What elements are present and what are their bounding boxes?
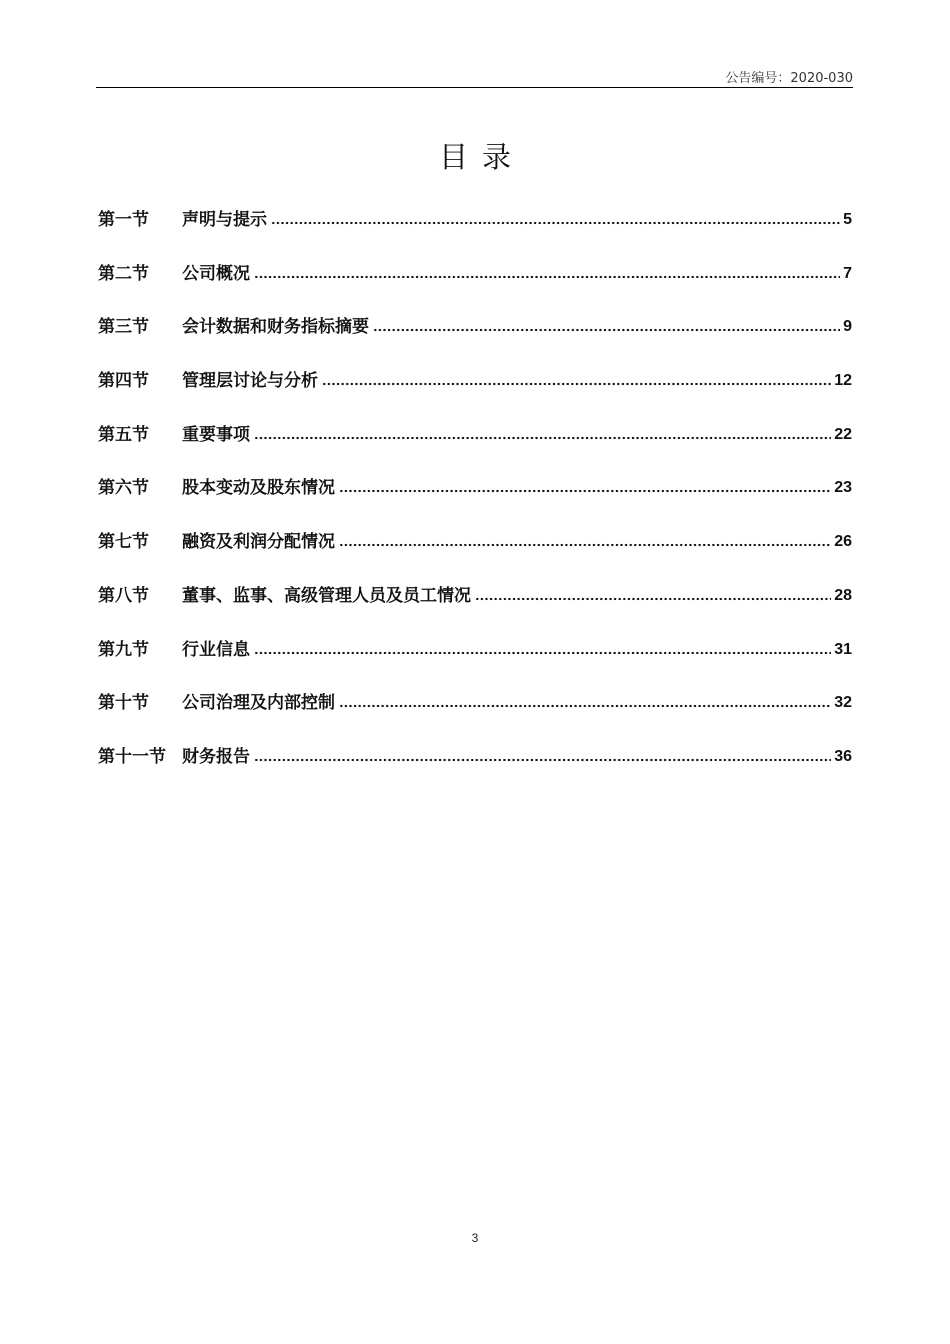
toc-title: 目录 xyxy=(438,140,525,174)
toc-chapter-label: 第一节 xyxy=(98,210,149,230)
toc-dot-leader xyxy=(339,529,831,547)
toc-page-number: 36 xyxy=(834,747,852,765)
toc-chapter-label: 第七节 xyxy=(98,532,149,553)
toc-entry[interactable] xyxy=(98,422,852,476)
toc-section-name: 公司概况 xyxy=(182,263,250,284)
toc-chapter-label: 第三节 xyxy=(98,317,149,338)
toc-dot-leader xyxy=(254,744,831,762)
toc-chapter-label: 第十节 xyxy=(98,693,149,714)
toc-page-number: 31 xyxy=(834,640,852,658)
toc-dot-leader xyxy=(475,583,831,601)
toc-section-name: 股本变动及股东情况 xyxy=(182,478,335,499)
toc-entry[interactable] xyxy=(98,637,852,691)
toc-chapter-label: 第九节 xyxy=(98,639,149,660)
toc-section-name: 董事、监事、高级管理人员及员工情况 xyxy=(182,585,471,606)
toc-entry[interactable] xyxy=(98,207,852,261)
toc-dot-leader xyxy=(254,637,831,655)
toc-page-number: 32 xyxy=(834,694,852,712)
toc-dot-leader xyxy=(322,368,831,386)
toc-section-name: 声明与提示 xyxy=(182,210,267,230)
toc-entry[interactable] xyxy=(98,744,852,798)
toc-page-number: 26 xyxy=(834,533,852,551)
toc-entry[interactable] xyxy=(98,475,852,529)
toc-entry[interactable] xyxy=(98,261,852,315)
toc-dot-leader xyxy=(373,314,840,332)
toc-dot-leader xyxy=(339,690,831,708)
toc-section-name: 重要事项 xyxy=(182,424,250,445)
toc-section-name: 财务报告 xyxy=(182,746,250,767)
toc-section-name: 会计数据和财务指标摘要 xyxy=(182,317,369,338)
announcement-number: 公告编号：2020-030 xyxy=(725,71,853,86)
toc-section-name: 公司治理及内部控制 xyxy=(182,693,335,714)
toc-entry[interactable] xyxy=(98,368,852,422)
page-number: 3 xyxy=(471,1231,479,1245)
toc-entry[interactable] xyxy=(98,529,852,583)
toc-page-number: 23 xyxy=(834,479,852,497)
toc-chapter-label: 第四节 xyxy=(98,371,149,392)
toc-entry[interactable] xyxy=(98,690,852,744)
toc-dot-leader xyxy=(271,207,840,225)
toc-section-name: 管理层讨论与分析 xyxy=(182,371,318,392)
toc-chapter-label: 第十一节 xyxy=(98,746,166,767)
toc-chapter-label: 第八节 xyxy=(98,585,149,606)
page-header xyxy=(96,66,853,88)
toc-page-number: 22 xyxy=(834,425,852,443)
toc-page-number: 5 xyxy=(843,211,852,228)
toc-chapter-label: 第五节 xyxy=(98,424,149,445)
toc-page-number: 28 xyxy=(834,586,852,604)
toc-page-number: 12 xyxy=(834,372,852,390)
toc-dot-leader xyxy=(254,422,831,440)
toc-page-number: 7 xyxy=(843,264,852,282)
toc-dot-leader xyxy=(254,261,840,279)
toc-section-name: 行业信息 xyxy=(182,639,250,660)
toc-dot-leader xyxy=(339,475,831,493)
toc-chapter-label: 第六节 xyxy=(98,478,149,499)
toc-entry[interactable] xyxy=(98,314,852,368)
toc-page-number: 9 xyxy=(843,318,852,336)
table-of-contents xyxy=(98,207,852,798)
toc-chapter-label: 第二节 xyxy=(98,263,149,284)
toc-section-name: 融资及利润分配情况 xyxy=(182,532,335,553)
toc-entry[interactable] xyxy=(98,583,852,637)
